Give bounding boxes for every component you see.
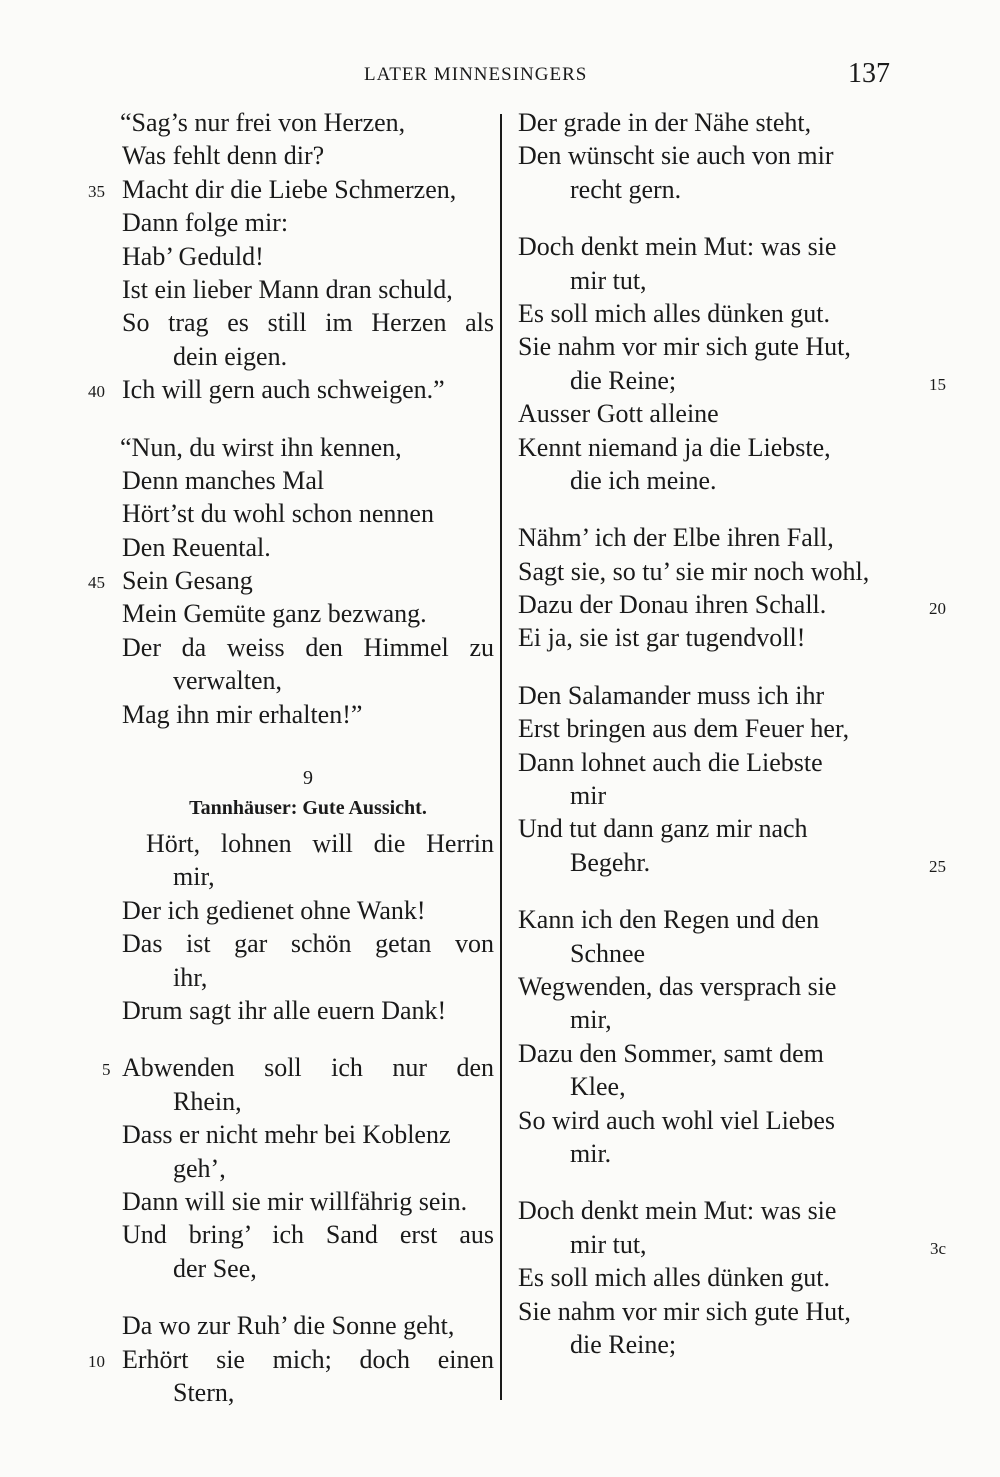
verse-line: Ist ein lieber Mann dran schuld, [122, 274, 453, 304]
line-number: 20 [929, 599, 946, 619]
poem-title: Tannhäuser: Gute Aussicht. [189, 797, 427, 820]
verse-line: Sie nahm vor mir sich gute Hut, [518, 332, 851, 362]
verse-line: 5 Abwenden soll ich nur den [88, 1051, 494, 1084]
line-number: 35 [88, 181, 105, 201]
verse-line: die Reine; 15 [512, 364, 940, 397]
verse-line: Ei ja, sie ist gar tugendvoll! [518, 623, 806, 653]
line-number: 10 [88, 1351, 105, 1371]
verse-line: 10 Erhört sie mich; doch einen [88, 1343, 494, 1376]
line-number: 40 [88, 382, 105, 402]
verse-line: Was fehlt denn dir? [122, 141, 325, 171]
running-title: LATER MINNESINGERS [364, 64, 588, 85]
verse-line: mir, [570, 1005, 612, 1035]
verse-line: 40 Ich will gern auch schweigen.” [88, 373, 494, 406]
verse-line: Hört’st du wohl schon nennen [122, 499, 434, 529]
verse-line: mir tut, [570, 265, 647, 295]
page-header [0, 60, 1000, 90]
page-number: 137 [848, 58, 890, 89]
verse-line: Doch denkt mein Mut: was sie [518, 232, 837, 262]
verse-line: Hört, lohnen will die Herrin [146, 829, 494, 859]
verse-line: Dazu den Sommer, samt dem [518, 1038, 824, 1068]
verse-line: Da wo zur Ruh’ die Sonne geht, [122, 1311, 455, 1341]
verse-line: Schnee [570, 938, 646, 968]
line-number: 25 [929, 856, 946, 876]
stanza [88, 1051, 494, 1285]
verse-line: “Sag’s nur frei von Herzen, [120, 108, 406, 137]
verse-line: Dann will sie mir willfährig sein. [122, 1186, 468, 1216]
verse-line: verwalten, [173, 666, 283, 696]
verse-line: mir tut, 3c [512, 1228, 940, 1261]
verse-line: Begehr. 25 [512, 846, 940, 879]
verse-line: Dann folge mir: [122, 208, 289, 238]
verse-line: Den Salamander muss ich ihr [518, 680, 825, 710]
stanza [512, 679, 946, 879]
verse-line: Ausser Gott alleine [518, 399, 719, 429]
stanza [512, 230, 946, 497]
verse-line: Und tut dann ganz mir nach [518, 814, 808, 844]
verse-line: dein eigen. [173, 341, 288, 371]
verse-line: Dass er nicht mehr bei Koblenz [122, 1120, 451, 1150]
verse-line: der See, [173, 1253, 257, 1283]
verse-line: Der ich gedienet ohne Wank! [122, 895, 426, 925]
verse-line: “Nun, du wirst ihn kennen, [120, 432, 402, 462]
line-number: 3c [929, 1238, 946, 1258]
verse-line: Der da weiss den Himmel zu [122, 632, 494, 662]
verse-line: Kennt niemand ja die Liebste, [518, 432, 831, 462]
verse-line: Den wünscht sie auch von mir [518, 141, 834, 171]
verse-line: Rhein, [173, 1086, 242, 1116]
verse-line: Klee, [570, 1072, 626, 1102]
line-number: 45 [88, 573, 105, 593]
verse-line: Den Reuental. [122, 532, 271, 562]
stanza [512, 521, 946, 655]
verse-line: mir, [173, 862, 215, 892]
verse-line: So trag es still im Herzen als [122, 308, 494, 338]
stanza [88, 1309, 494, 1409]
verse-line: Nähm’ ich der Elbe ihren Fall, [518, 523, 834, 553]
left-column [88, 106, 494, 1409]
verse-line: Dazu der Donau ihren Schall. 20 [512, 588, 940, 621]
verse-line: Doch denkt mein Mut: was sie [518, 1196, 837, 1226]
stanza [88, 827, 494, 1027]
stanza [88, 431, 494, 732]
verse-line: ihr, [173, 962, 208, 992]
verse-line: Und bring’ ich Sand erst aus [122, 1220, 494, 1250]
verse-line: Das ist gar schön getan von [122, 929, 494, 959]
column-divider [500, 114, 502, 1400]
verse-line: Sie nahm vor mir sich gute Hut, [518, 1296, 851, 1326]
verse-line: mir [570, 781, 607, 811]
verse-line: geh’, [173, 1153, 226, 1183]
verse-line: Mein Gemüte ganz bezwang. [122, 599, 427, 629]
verse-line: Mag ihn mir erhalten!” [122, 699, 363, 729]
stanza [512, 106, 940, 206]
verse-line: Erst bringen aus dem Feuer her, [518, 714, 850, 744]
verse-line: Sagt sie, so tu’ sie mir noch wohl, [518, 556, 870, 586]
verse-line: Kann ich den Regen und den [518, 905, 820, 935]
stanza [512, 1194, 946, 1361]
verse-line: Es soll mich alles dünken gut. [518, 1263, 830, 1293]
verse-line: Wegwenden, das versprach sie [518, 971, 837, 1001]
verse-line: mir. [570, 1138, 612, 1168]
verse-line: Es soll mich alles dünken gut. [518, 298, 830, 328]
verse-line: Hab’ Geduld! [122, 241, 264, 271]
verse-line: die ich meine. [570, 465, 717, 495]
verse-line: So wird auch wohl viel Liebes [518, 1105, 835, 1135]
line-number: 5 [102, 1060, 111, 1080]
verse-line: 35 Macht dir die Liebe Schmerzen, [88, 173, 494, 206]
verse-line: die Reine; [570, 1329, 677, 1359]
verse-line: Denn manches Mal [122, 465, 325, 495]
poem-number: 9 [303, 767, 313, 790]
right-column [512, 106, 946, 1361]
verse-line: Drum sagt ihr alle euern Dank! [122, 995, 447, 1025]
line-number: 15 [929, 374, 946, 394]
verse-line: Stern, [173, 1377, 235, 1407]
verse-line: Dann lohnet auch die Liebste [518, 747, 823, 777]
stanza [88, 106, 494, 407]
verse-line: 45 Sein Gesang [88, 564, 494, 597]
verse-line: recht gern. [570, 174, 682, 204]
stanza [512, 903, 940, 1170]
verse-line: Der grade in der Nähe steht, [518, 108, 812, 137]
